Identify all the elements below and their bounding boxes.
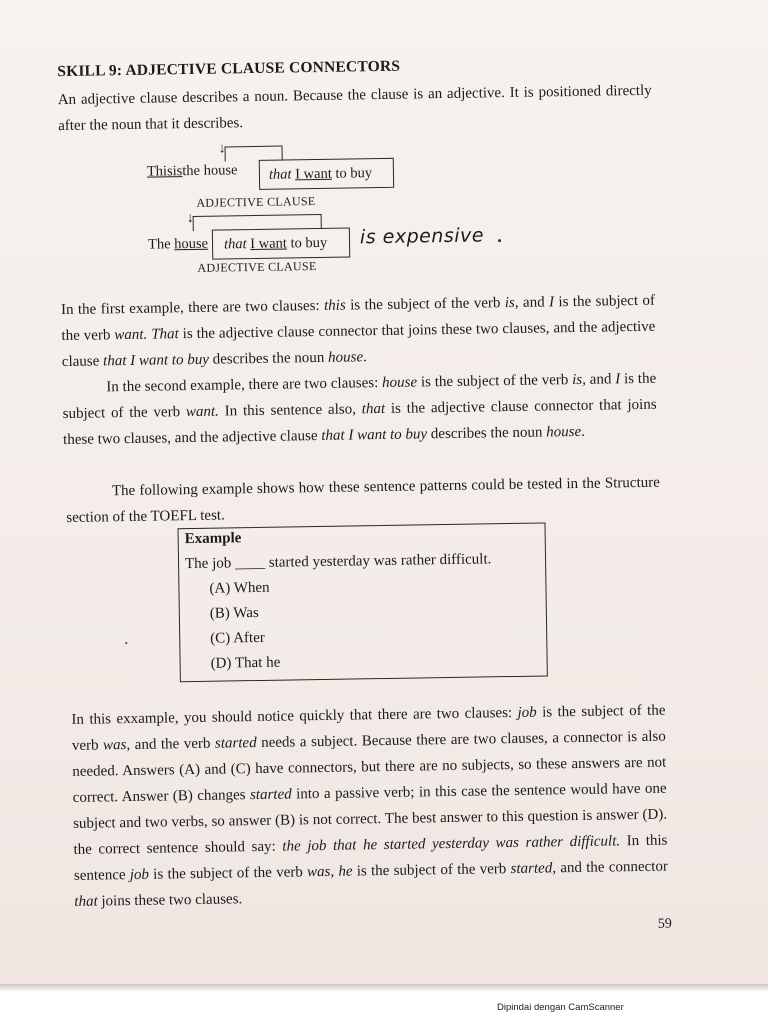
example-option-b: (B) Was bbox=[209, 604, 259, 622]
diagram1-is: is bbox=[172, 163, 183, 180]
diagram2-caption: ADJECTIVE CLAUSE bbox=[197, 259, 317, 275]
diagram1-main-clause bbox=[147, 162, 238, 180]
diagram2-to-buy: to buy bbox=[290, 234, 328, 252]
diagram1-adjective-clause bbox=[269, 165, 372, 184]
example-option-c: (C) After bbox=[210, 629, 265, 647]
stray-dot bbox=[125, 642, 127, 644]
paragraph-explanation: In this exxample, you should notice quickly that there are two clauses: job is the subject of the verb was, and the verb started needs a subject. Because there are two clauses, a connector is also needed. Answers (A) and (C) have connectors, but there are no subjects, so these answers are not correct. Answer (B) changes started into a passive verb; in this case the sentence would have one subject and two verbs, so answer (B) is not correct. The best answer to this question is answer (D). the correct sentence should say: the job that he started yesterday was rather difficult. In this sentence job is the subject of the verb was, he is the subject of the verb started, and the connector that joins these two clauses. bbox=[71, 702, 669, 910]
diagram1-caption: ADJECTIVE CLAUSE bbox=[196, 194, 316, 210]
page-number: 59 bbox=[657, 916, 672, 932]
diagram2-want: want bbox=[258, 235, 288, 252]
diagram1-arrow-icon: ↓ bbox=[218, 141, 226, 157]
diagram1-i: I bbox=[295, 166, 301, 183]
paragraph-test-intro: The following example shows how these sentence patterns could be tested in the Structure section of the TOEFL test. bbox=[66, 474, 660, 526]
example-option-a: (A) When bbox=[209, 579, 270, 597]
diagram1-the-house: the house bbox=[182, 162, 238, 180]
diagram2-house: house bbox=[174, 235, 209, 253]
diagram2-adjective-clause bbox=[224, 235, 327, 254]
diagram2-the: The bbox=[147, 236, 171, 253]
example-title: Example bbox=[184, 530, 242, 548]
paragraph-first-example: In the first example, there are two clauses: this is the subject of the verb is, and I is the subject of the verb want. That is the adjective clause connector that joins these two clauses, and the adjective clause that I want to buy describes the noun house. bbox=[60, 292, 656, 371]
diagram1-that: that bbox=[268, 166, 292, 183]
example-blank: ____ bbox=[234, 554, 266, 572]
paragraph-second-example: In the second example, there are two clauses: house is the subject of the verb is, and I is the subject of the verb want. In this sentence also, that is the adjective clause connector that joins these two clauses, and the adjective clause that I want to buy describes the noun house. bbox=[62, 370, 657, 449]
intro-paragraph: An adjective clause describes a noun. Because the clause is an adjective. It is positioned directly after the noun that it describes. bbox=[57, 82, 652, 135]
diagram2-i: I bbox=[250, 235, 256, 253]
diagram2-arrow-icon: ↓ bbox=[186, 210, 194, 227]
handwritten-note: is expensive bbox=[359, 224, 485, 249]
section-heading: SKILL 9: ADJECTIVE CLAUSE CONNECTORS bbox=[57, 57, 401, 81]
example-box bbox=[177, 522, 547, 682]
diagram2-that: that bbox=[223, 236, 247, 253]
example-question: The job ____ started yesterday was rather difficult. bbox=[184, 551, 492, 573]
handwritten-dot bbox=[498, 239, 501, 242]
diagram1-this: This bbox=[146, 163, 173, 180]
diagram2-main-clause bbox=[148, 236, 208, 254]
diagram1-want: want bbox=[303, 165, 332, 183]
example-option-d: (D) That he bbox=[210, 654, 281, 672]
diagram1-to-buy: to buy bbox=[335, 165, 373, 182]
scanner-watermark: Dipindai dengan CamScanner bbox=[497, 1002, 624, 1013]
